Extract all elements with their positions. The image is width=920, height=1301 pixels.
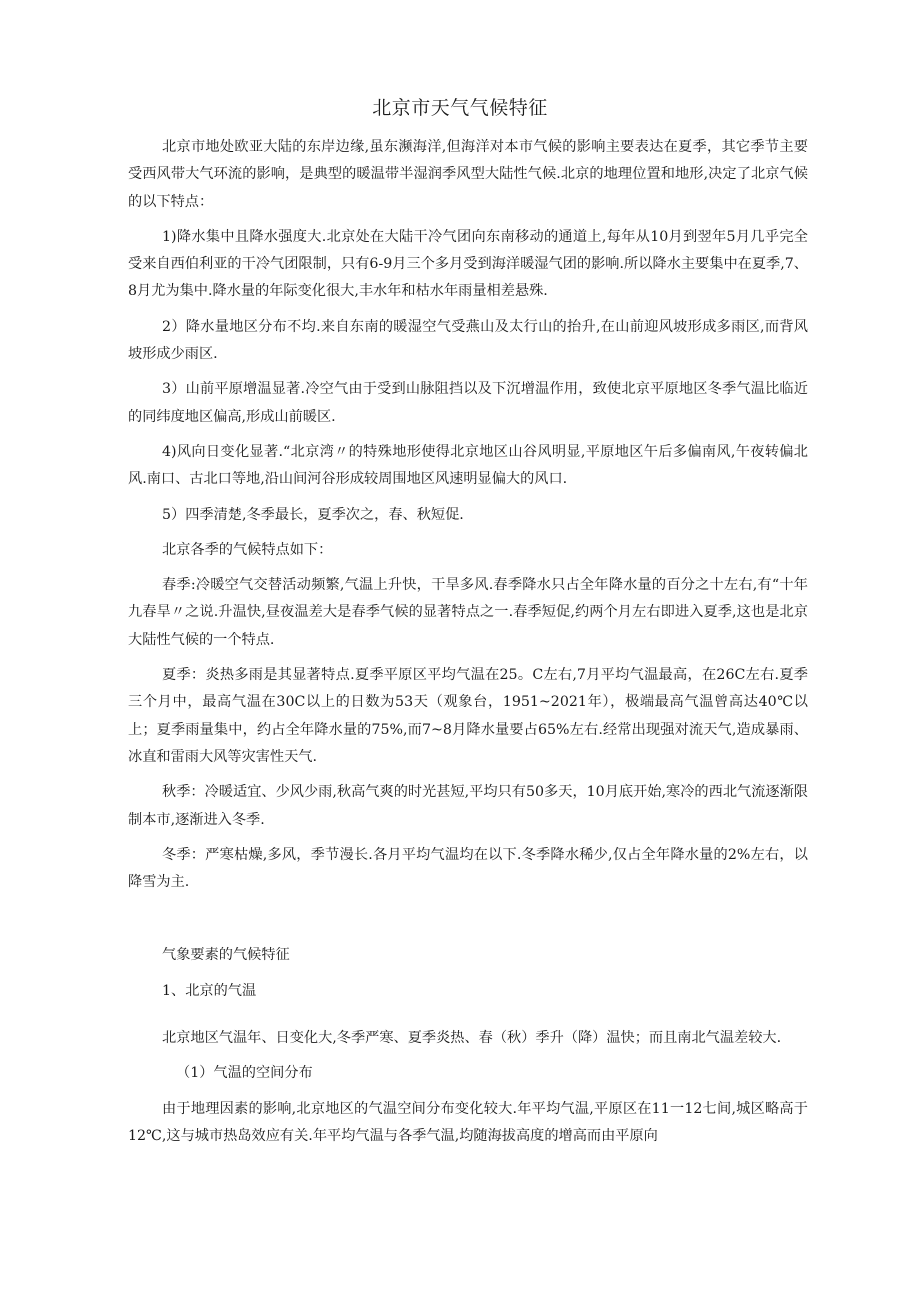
paragraph-summer: 夏季：炎热多雨是其显著特点.夏季平原区平均气温在25。C左右,7月平均气温最高，在26C左右.夏季三个月中，最高气温在30C以上的日数为53天（观象台，1951~2021年），极端最高气温曾高达40℃以上；夏季雨量集中，约占全年降水量的75%,而7~8月降水量要占65%左右.经常出现强对流天气,造成暴雨、冰直和雷雨大风等灾害性天气. [128,667,808,765]
section-heading-temperature: 1、北京的气温 [162,982,257,999]
paragraph-winter: 冬季：严寒枯燥,多风，季节漫长.各月平均气温均在以下.冬季降水稀少,仅占全年降水量的2%左右，以降雪为主. [128,846,808,891]
paragraph-spatial-distribution: 由于地理因素的影响,北京地区的气温空间分布变化较大.年平均气温,平原区在11一12七间,城区略高于12℃,这与城市热岛效应有关.年平均气温与各季气温,均随海拔高度的增高而由平原向 [128,1100,808,1144]
document-body [128,134,808,1158]
paragraph-feature-4: 4)风向日变化显著.“北京湾〃的特殊地形使得北京地区山谷风明显,平原地区午后多偏南风,午夜转偏北风.南口、古北口等地,沿山间河谷形成较周围地区风速明显偏大的风口. [128,443,808,488]
paragraph-feature-2: 2）降水量地区分布不均.来自东南的暖湿空气受燕山及太行山的抬升,在山前迎风坡形成多雨区,而背风坡形成少雨区. [128,318,808,363]
section-heading-climate-elements: 气象要素的气候特征 [162,947,290,964]
paragraph-temperature-overview: 北京地区气温年、日变化大,冬季严寒、夏季炎热、春（秋）季升（降）温快；而且南北气温差较大. [162,1030,782,1047]
paragraph-seasons-intro: 北京各季的气候特点如下： [162,541,333,558]
document-title: 北京市天气气候特征 [372,97,548,119]
paragraph-autumn: 秋季：冷暖适宜、少风少雨,秋高气爽的时光甚短,平均只有50多天，10月底开始,寒冷的西北气流逐渐限制本市,逐渐进入冬季. [128,784,808,828]
paragraph-feature-1: 1)降水集中且降水强度大.北京处在大陆干冷气团向东南移动的通道上,每年从10月到翌年5月几乎完全受来自西伯利亚的干冷气团限制，只有6-9月三个多月受到海洋暖湿气团的影响.所以降水主要集中在夏季,7、8月尤为集中.降水量的年际变化很大,丰水年和枯水年雨量相差悬殊. [128,228,808,300]
paragraph-feature-3: 3）山前平原增温显著.冷空气由于受到山脉阻挡以及下沉增温作用，致使北京平原地区冬季气温比临近的同纬度地区偏高,形成山前暖区. [128,381,808,425]
paragraph-intro: 北京市地处欧亚大陆的东岸边缘,虽东濒海洋,但海洋对本市气候的影响主要表达在夏季，其它季节主要受西风带大气环流的影响，是典型的暖温带半湿润季风型大陆性气候.北京的地理位置和地形,决定了北京气候的以下特点： [128,139,808,210]
paragraph-feature-5: 5）四季清楚,冬季最长，夏季次之，春、秋短促. [162,506,464,523]
paragraph-spring: 春季:冷暖空气交替活动频繁,气温上升快，干旱多风.春季降水只占全年降水量的百分之十左右,有“十年九春旱〃之说.升温快,昼夜温差大是春季气候的显著特点之一.春季短促,约两个月左右即进入夏季,这也是北京大陆性气候的一个特点. [128,577,808,648]
subsection-heading-spatial-distribution: （1）气温的空间分布 [176,1065,313,1082]
